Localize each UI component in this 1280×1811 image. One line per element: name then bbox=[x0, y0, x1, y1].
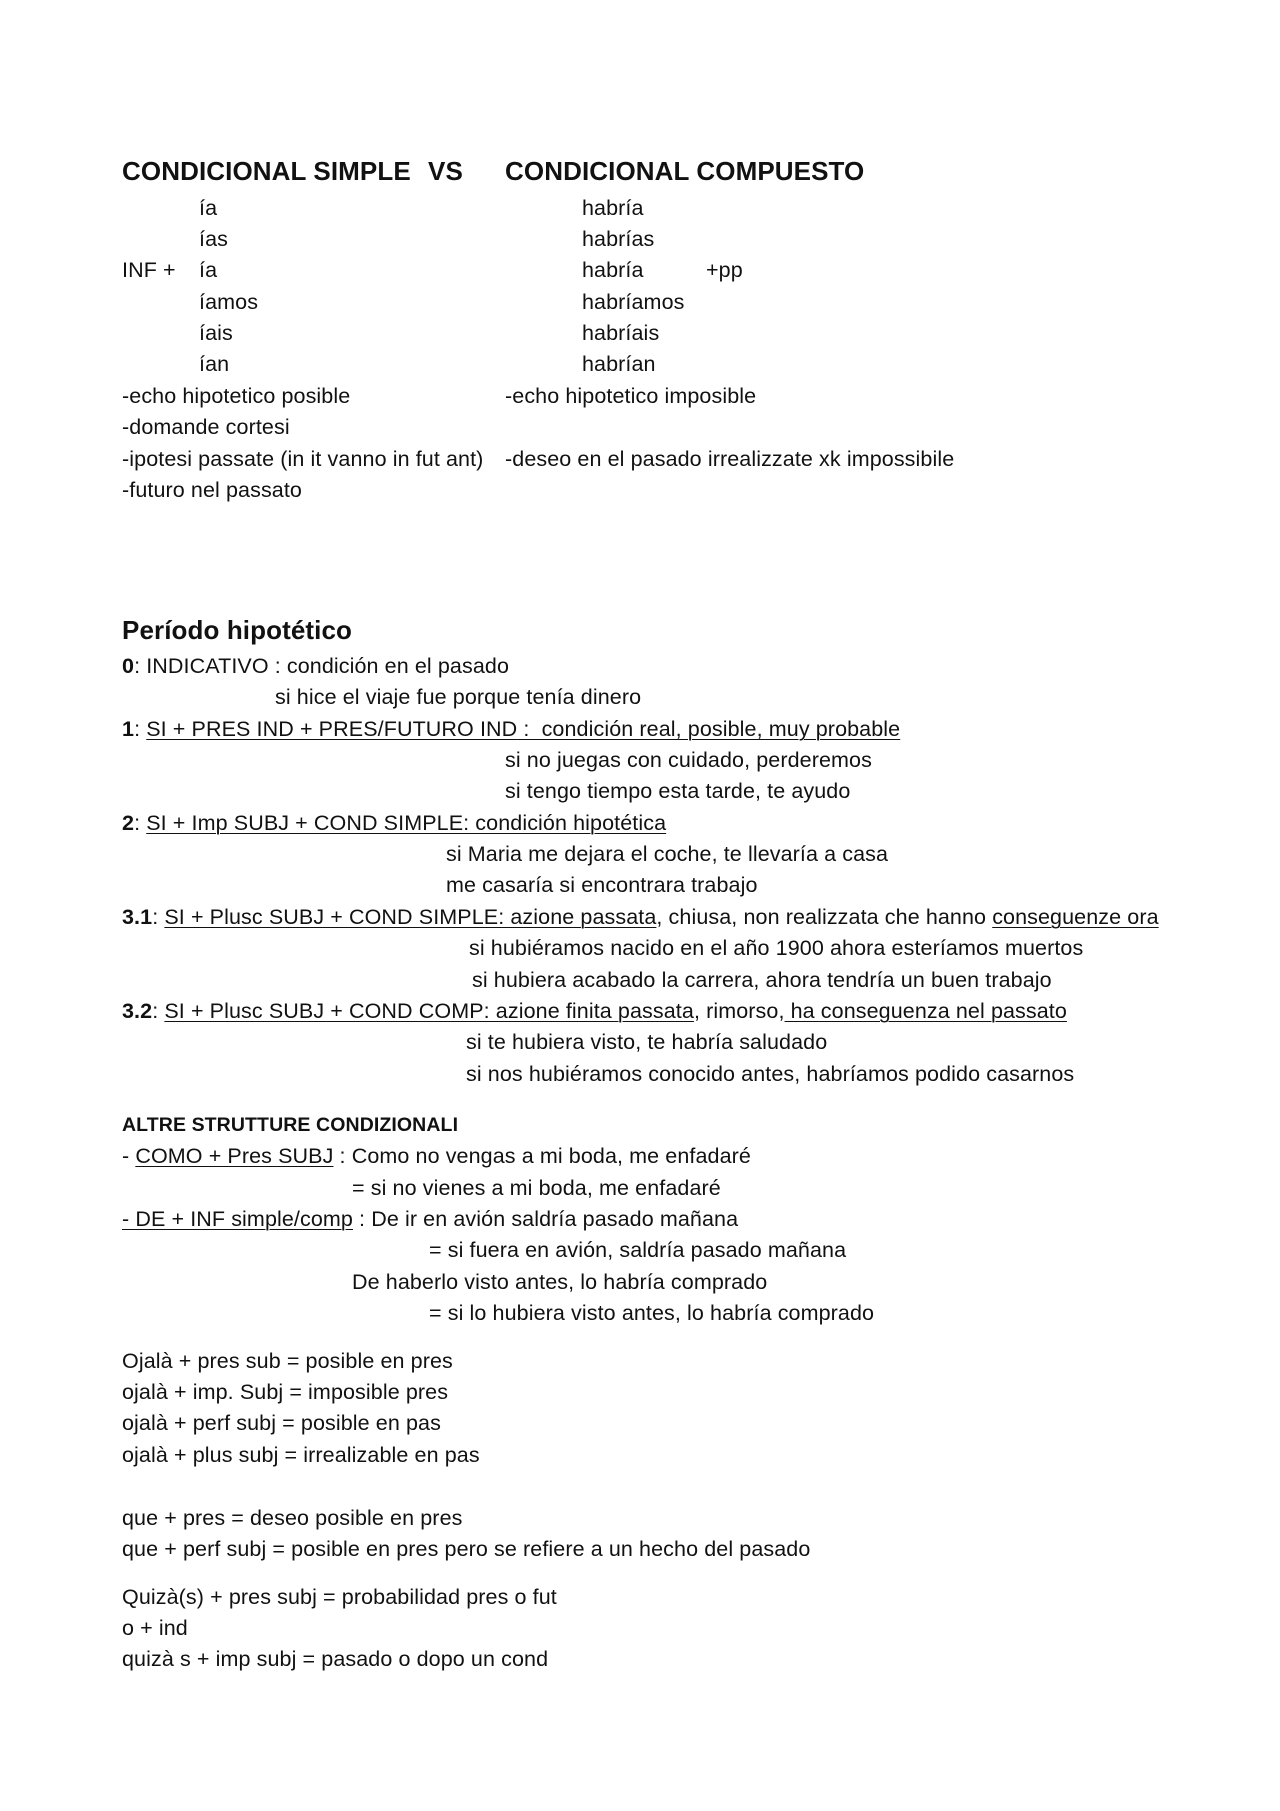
periodo-tail: ha conseguenza nel passato bbox=[784, 999, 1067, 1023]
altre-strutture-title: ALTRE STRUTTURE CONDIZIONALI bbox=[122, 1114, 459, 1136]
periodo-rule: SI + Imp SUBJ + COND SIMPLE: condición hipotética bbox=[146, 811, 667, 835]
de-example: : De ir en avión saldría pasado mañana bbox=[352, 1207, 739, 1231]
simple-ending: íais bbox=[199, 321, 233, 345]
ojala-line: ojalà + imp. Subj = imposible pres bbox=[122, 1380, 449, 1404]
periodo-example: si no juegas con cuidado, perderemos bbox=[505, 748, 872, 772]
periodo-mid: , chiusa, non realizzata che hanno bbox=[656, 905, 993, 929]
title-vs: VS bbox=[428, 156, 463, 186]
que-line: que + perf subj = posible en pres pero se refiere a un hecho del pasado bbox=[122, 1537, 811, 1561]
de-line bbox=[122, 1205, 738, 1233]
quiza-line: quizà s + imp subj = pasado o dopo un cond bbox=[122, 1647, 549, 1671]
pp-label: +pp bbox=[706, 258, 743, 282]
periodo-31-line bbox=[122, 903, 1159, 931]
periodo-example: si hice el viaje fue porque tenía dinero bbox=[275, 685, 642, 709]
periodo-sep: : bbox=[152, 999, 165, 1023]
como-example: : Como no vengas a mi boda, me enfadaré bbox=[333, 1144, 751, 1168]
periodo-sep: : bbox=[134, 717, 147, 741]
compuesto-form: habría bbox=[582, 196, 644, 220]
simple-ending: ías bbox=[199, 227, 228, 251]
periodo-1-line bbox=[122, 715, 900, 743]
como-rule: COMO + Pres SUBJ bbox=[135, 1144, 334, 1168]
periodo-sep: : bbox=[134, 811, 147, 835]
simple-use: -futuro nel passato bbox=[122, 478, 302, 502]
simple-use: -domande cortesi bbox=[122, 415, 290, 439]
periodo-tail: conseguenze ora bbox=[992, 905, 1159, 929]
title-condicional-compuesto: CONDICIONAL COMPUESTO bbox=[505, 156, 865, 186]
de-example-2: De haberlo visto antes, lo habría comprado bbox=[352, 1270, 768, 1294]
periodo-number: 3.1 bbox=[122, 905, 153, 929]
que-line: que + pres = deseo posible en pres bbox=[122, 1506, 463, 1530]
ojala-line: Ojalà + pres sub = posible en pres bbox=[122, 1349, 453, 1373]
compuesto-form: habría bbox=[582, 258, 644, 282]
simple-ending: íamos bbox=[199, 290, 259, 314]
quiza-line: o + ind bbox=[122, 1616, 188, 1640]
de-rule: - DE + INF simple/comp bbox=[122, 1207, 353, 1231]
ojala-line: ojalà + perf subj = posible en pas bbox=[122, 1411, 441, 1435]
compuesto-use: -deseo en el pasado irrealizzate xk impossibile bbox=[505, 447, 955, 471]
periodo-number: 1 bbox=[122, 717, 135, 741]
periodo-desc: : condición real, posible, muy probable bbox=[517, 717, 901, 741]
title-condicional-simple: CONDICIONAL SIMPLE bbox=[122, 156, 411, 186]
compuesto-form: habrías bbox=[582, 227, 655, 251]
como-prefix: - bbox=[122, 1144, 136, 1168]
periodo-2-line bbox=[122, 809, 666, 837]
periodo-0-line bbox=[122, 652, 509, 680]
simple-ending: ía bbox=[199, 258, 218, 282]
compuesto-use: -echo hipotetico imposible bbox=[505, 384, 757, 408]
periodo-number: 2 bbox=[122, 811, 135, 835]
periodo-number: 0 bbox=[122, 654, 135, 678]
simple-ending: ía bbox=[199, 196, 218, 220]
de-equivalent: = si fuera en avión, saldría pasado mañana bbox=[429, 1238, 847, 1262]
periodo-rule: SI + PRES IND + PRES/FUTURO IND bbox=[146, 717, 518, 741]
ojala-line: ojalà + plus subj = irrealizable en pas bbox=[122, 1443, 480, 1467]
como-line bbox=[122, 1142, 751, 1170]
periodo-32-line bbox=[122, 997, 1067, 1025]
simple-ending: ían bbox=[199, 352, 230, 376]
periodo-rule: SI + Plusc SUBJ + COND SIMPLE: azione passata bbox=[164, 905, 657, 929]
periodo-rule: SI + Plusc SUBJ + COND COMP: azione finita passata bbox=[164, 999, 694, 1023]
periodo-sep: : bbox=[152, 905, 165, 929]
de-equivalent: = si lo hubiera visto antes, lo habría comprado bbox=[429, 1301, 875, 1325]
periodo-example: si Maria me dejara el coche, te llevaría a casa bbox=[446, 842, 889, 866]
periodo-example: si nos hubiéramos conocido antes, habríamos podido casarnos bbox=[466, 1062, 1075, 1086]
periodo-example: si hubiéramos nacido en el año 1900 ahora esteríamos muertos bbox=[469, 936, 1084, 960]
periodo-number: 3.2 bbox=[122, 999, 153, 1023]
periodo-hipotetico-title: Período hipotético bbox=[122, 615, 353, 645]
periodo-rule: : INDICATIVO : condición en el pasado bbox=[134, 654, 510, 678]
periodo-example: me casaría si encontrara trabajo bbox=[446, 873, 758, 897]
compuesto-form: habríais bbox=[582, 321, 660, 345]
compuesto-form: habrían bbox=[582, 352, 656, 376]
simple-use: -echo hipotetico posible bbox=[122, 384, 351, 408]
periodo-example: si te hubiera visto, te habría saludado bbox=[466, 1030, 828, 1054]
como-equivalent: = si no vienes a mi boda, me enfadaré bbox=[352, 1176, 721, 1200]
periodo-example: si hubiera acabado la carrera, ahora tendría un buen trabajo bbox=[472, 968, 1052, 992]
compuesto-form: habríamos bbox=[582, 290, 685, 314]
periodo-example: si tengo tiempo esta tarde, te ayudo bbox=[505, 779, 851, 803]
quiza-line: Quizà(s) + pres subj = probabilidad pres o fut bbox=[122, 1585, 557, 1609]
simple-use: -ipotesi passate (in it vanno in fut ant) bbox=[122, 447, 484, 471]
inf-label: INF + bbox=[122, 258, 176, 282]
periodo-mid: , rimorso, bbox=[693, 999, 785, 1023]
